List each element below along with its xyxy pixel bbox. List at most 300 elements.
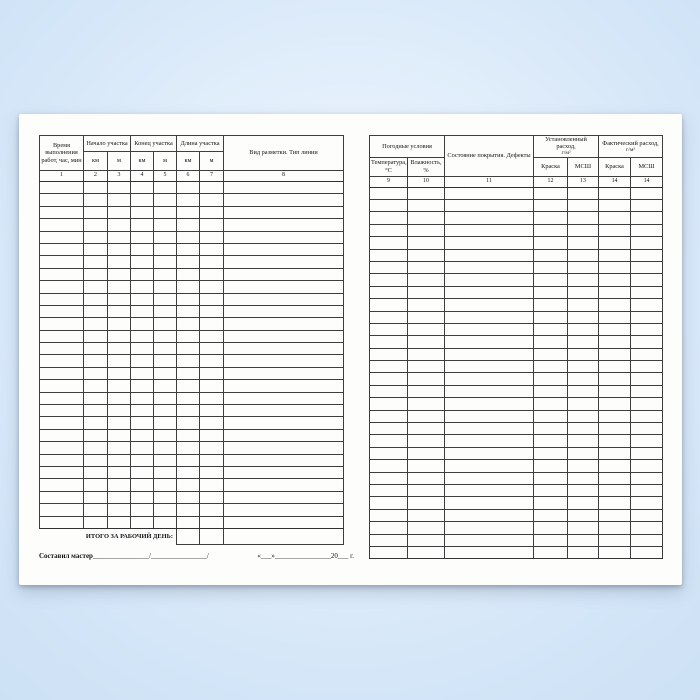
empty-cell [200, 355, 224, 367]
table-row [40, 256, 344, 268]
empty-cell [534, 224, 568, 236]
table-row [40, 367, 344, 379]
header-actual-label: Фактический расход, [602, 139, 659, 147]
column-number: 1 [40, 171, 84, 182]
empty-cell [177, 293, 200, 305]
table-row [370, 261, 663, 273]
empty-cell [599, 274, 631, 286]
empty-cell [108, 206, 131, 218]
empty-cell [631, 361, 663, 373]
empty-cell [131, 281, 154, 293]
empty-cell [445, 534, 534, 546]
table-row [40, 466, 344, 478]
empty-cell [568, 385, 599, 397]
empty-cell [154, 504, 177, 516]
empty-cell [224, 243, 344, 255]
right-table-body [370, 187, 663, 559]
empty-cell [408, 187, 445, 199]
table-row [370, 398, 663, 410]
empty-cell [408, 336, 445, 348]
empty-cell [534, 497, 568, 509]
empty-cell [224, 442, 344, 454]
empty-cell [631, 237, 663, 249]
empty-cell [224, 479, 344, 491]
empty-cell [631, 249, 663, 261]
empty-cell [108, 281, 131, 293]
empty-cell [154, 243, 177, 255]
date-blank: «___»________________20___ г. [257, 552, 354, 560]
empty-cell [445, 423, 534, 435]
empty-cell [370, 435, 408, 447]
empty-cell [631, 274, 663, 286]
header-weather: Погодные условия [370, 136, 445, 158]
empty-cell [84, 429, 108, 441]
empty-cell [445, 484, 534, 496]
column-number: 11 [445, 176, 534, 187]
empty-cell [108, 417, 131, 429]
table-row [40, 454, 344, 466]
empty-cell [568, 509, 599, 521]
empty-cell [445, 336, 534, 348]
empty-cell [408, 373, 445, 385]
empty-cell [631, 261, 663, 273]
empty-cell [177, 429, 200, 441]
table-row [370, 410, 663, 422]
empty-cell [599, 447, 631, 459]
empty-cell [224, 466, 344, 478]
totals-length-km-cell [177, 528, 200, 544]
empty-cell [445, 373, 534, 385]
empty-cell [154, 268, 177, 280]
empty-cell [631, 311, 663, 323]
empty-cell [177, 194, 200, 206]
empty-cell [177, 516, 200, 528]
empty-cell [370, 373, 408, 385]
table-row [370, 200, 663, 212]
empty-cell [131, 256, 154, 268]
empty-cell [445, 274, 534, 286]
header-msh: МСШ [568, 157, 599, 176]
empty-cell [568, 311, 599, 323]
column-number: 7 [200, 171, 224, 182]
empty-cell [534, 472, 568, 484]
left-table-body [40, 182, 344, 529]
empty-cell [445, 509, 534, 521]
empty-cell [177, 405, 200, 417]
empty-cell [408, 398, 445, 410]
table-row [370, 484, 663, 496]
empty-cell [154, 392, 177, 404]
empty-cell [200, 219, 224, 231]
table-row [370, 497, 663, 509]
empty-cell [40, 231, 84, 243]
empty-cell [200, 429, 224, 441]
table-row [40, 343, 344, 355]
empty-cell [224, 305, 344, 317]
header-msh: МСШ [631, 157, 663, 176]
empty-cell [568, 472, 599, 484]
empty-cell [84, 343, 108, 355]
empty-cell [445, 385, 534, 397]
empty-cell [131, 504, 154, 516]
empty-cell [408, 460, 445, 472]
table-row [370, 286, 663, 298]
empty-cell [177, 417, 200, 429]
empty-cell [131, 219, 154, 231]
column-number: 12 [534, 176, 568, 187]
empty-cell [370, 212, 408, 224]
empty-cell [599, 311, 631, 323]
empty-cell [84, 466, 108, 478]
empty-cell [631, 497, 663, 509]
empty-cell [599, 323, 631, 335]
empty-cell [599, 348, 631, 360]
empty-cell [631, 348, 663, 360]
column-number: 5 [154, 171, 177, 182]
table-row [370, 472, 663, 484]
empty-cell [370, 249, 408, 261]
empty-cell [534, 373, 568, 385]
empty-cell [408, 385, 445, 397]
column-number: 2 [84, 171, 108, 182]
empty-cell [200, 231, 224, 243]
empty-cell [154, 466, 177, 478]
empty-cell [568, 336, 599, 348]
empty-cell [40, 281, 84, 293]
empty-cell [370, 546, 408, 558]
empty-cell [224, 318, 344, 330]
empty-cell [408, 484, 445, 496]
empty-cell [40, 243, 84, 255]
empty-cell [534, 286, 568, 298]
column-number: 10 [408, 176, 445, 187]
empty-cell [177, 219, 200, 231]
empty-cell [131, 330, 154, 342]
empty-cell [445, 460, 534, 472]
table-row [40, 516, 344, 528]
empty-cell [177, 281, 200, 293]
empty-cell [84, 194, 108, 206]
empty-cell [370, 497, 408, 509]
table-row [40, 305, 344, 317]
empty-cell [200, 466, 224, 478]
table-row [40, 491, 344, 503]
table-row [40, 318, 344, 330]
empty-cell [84, 330, 108, 342]
table-row [370, 373, 663, 385]
empty-cell [568, 546, 599, 558]
empty-cell [40, 293, 84, 305]
empty-cell [177, 206, 200, 218]
empty-cell [534, 385, 568, 397]
table-row [40, 392, 344, 404]
empty-cell [224, 256, 344, 268]
empty-cell [445, 323, 534, 335]
header-m: м [200, 152, 224, 171]
table-row [370, 274, 663, 286]
column-number: 14 [631, 176, 663, 187]
empty-cell [200, 256, 224, 268]
empty-cell [40, 504, 84, 516]
empty-cell [370, 509, 408, 521]
table-row [40, 405, 344, 417]
empty-cell [200, 243, 224, 255]
empty-cell [599, 460, 631, 472]
empty-cell [84, 479, 108, 491]
empty-cell [131, 182, 154, 194]
empty-cell [370, 398, 408, 410]
empty-cell [370, 534, 408, 546]
empty-cell [534, 200, 568, 212]
empty-cell [177, 392, 200, 404]
empty-cell [224, 380, 344, 392]
table-row [40, 442, 344, 454]
empty-cell [370, 274, 408, 286]
empty-cell [40, 442, 84, 454]
empty-cell [40, 479, 84, 491]
empty-cell [108, 343, 131, 355]
empty-cell [445, 237, 534, 249]
empty-cell [568, 224, 599, 236]
empty-cell [445, 261, 534, 273]
empty-cell [370, 522, 408, 534]
empty-cell [154, 343, 177, 355]
empty-cell [445, 522, 534, 534]
empty-cell [131, 355, 154, 367]
empty-cell [224, 206, 344, 218]
empty-cell [599, 472, 631, 484]
table-row [370, 311, 663, 323]
column-number: 13 [568, 176, 599, 187]
empty-cell [534, 435, 568, 447]
empty-cell [177, 256, 200, 268]
empty-cell [131, 392, 154, 404]
empty-cell [445, 447, 534, 459]
empty-cell [108, 454, 131, 466]
empty-cell [131, 491, 154, 503]
header-work-time: Время выполнения работ, час, мин [40, 136, 84, 171]
empty-cell [534, 274, 568, 286]
empty-cell [40, 429, 84, 441]
empty-cell [408, 423, 445, 435]
empty-cell [631, 224, 663, 236]
right-table [369, 135, 663, 559]
empty-cell [370, 299, 408, 311]
empty-cell [84, 268, 108, 280]
empty-cell [40, 516, 84, 528]
empty-cell [154, 417, 177, 429]
empty-cell [599, 410, 631, 422]
empty-cell [131, 442, 154, 454]
empty-cell [370, 336, 408, 348]
empty-cell [599, 497, 631, 509]
left-table [39, 135, 344, 545]
empty-cell [84, 367, 108, 379]
empty-cell [568, 274, 599, 286]
empty-cell [568, 237, 599, 249]
empty-cell [177, 343, 200, 355]
empty-cell [40, 454, 84, 466]
table-row [370, 212, 663, 224]
empty-cell [370, 472, 408, 484]
empty-cell [84, 256, 108, 268]
empty-cell [224, 182, 344, 194]
empty-cell [534, 410, 568, 422]
empty-cell [370, 460, 408, 472]
empty-cell [84, 293, 108, 305]
header-surface-condition: Состояние покрытия. Дефекты [445, 136, 534, 177]
empty-cell [154, 442, 177, 454]
empty-cell [599, 249, 631, 261]
empty-cell [631, 447, 663, 459]
empty-cell [131, 318, 154, 330]
empty-cell [108, 243, 131, 255]
table-row [40, 429, 344, 441]
empty-cell [534, 261, 568, 273]
signature-blanks: ________________/________________/ [92, 552, 209, 560]
empty-cell [177, 380, 200, 392]
table-row [40, 231, 344, 243]
empty-cell [568, 299, 599, 311]
empty-cell [40, 367, 84, 379]
empty-cell [568, 522, 599, 534]
empty-cell [599, 187, 631, 199]
table-row [370, 460, 663, 472]
empty-cell [177, 305, 200, 317]
empty-cell [631, 373, 663, 385]
empty-cell [154, 231, 177, 243]
empty-cell [131, 405, 154, 417]
empty-cell [408, 261, 445, 273]
empty-cell [599, 522, 631, 534]
table-row [40, 268, 344, 280]
empty-cell [40, 466, 84, 478]
table-row [40, 281, 344, 293]
table-row [370, 534, 663, 546]
empty-cell [154, 479, 177, 491]
empty-cell [408, 299, 445, 311]
header-established-unit: г/м² [561, 150, 571, 157]
empty-cell [631, 509, 663, 521]
header-actual-consumption [599, 136, 663, 158]
empty-cell [631, 398, 663, 410]
header-paint: Краска [599, 157, 631, 176]
empty-cell [370, 224, 408, 236]
column-number: 8 [224, 171, 344, 182]
empty-cell [534, 348, 568, 360]
empty-cell [131, 380, 154, 392]
empty-cell [84, 305, 108, 317]
empty-cell [631, 385, 663, 397]
totals-marking-cell [224, 528, 344, 544]
empty-cell [408, 323, 445, 335]
empty-cell [534, 187, 568, 199]
empty-cell [599, 200, 631, 212]
empty-cell [445, 224, 534, 236]
empty-cell [84, 392, 108, 404]
empty-cell [445, 435, 534, 447]
empty-cell [154, 491, 177, 503]
empty-cell [224, 293, 344, 305]
empty-cell [84, 504, 108, 516]
empty-cell [370, 261, 408, 273]
empty-cell [370, 423, 408, 435]
empty-cell [224, 504, 344, 516]
empty-cell [200, 454, 224, 466]
table-row [370, 423, 663, 435]
column-number: 4 [131, 171, 154, 182]
empty-cell [154, 367, 177, 379]
empty-cell [445, 299, 534, 311]
empty-cell [108, 504, 131, 516]
table-row [370, 348, 663, 360]
empty-cell [568, 323, 599, 335]
empty-cell [445, 361, 534, 373]
empty-cell [40, 182, 84, 194]
signature-line [39, 552, 354, 560]
empty-cell [108, 305, 131, 317]
empty-cell [445, 497, 534, 509]
empty-cell [568, 348, 599, 360]
empty-cell [84, 454, 108, 466]
empty-cell [370, 385, 408, 397]
empty-cell [200, 206, 224, 218]
empty-cell [408, 534, 445, 546]
empty-cell [40, 355, 84, 367]
empty-cell [599, 299, 631, 311]
empty-cell [370, 361, 408, 373]
empty-cell [177, 243, 200, 255]
empty-cell [631, 323, 663, 335]
empty-cell [40, 305, 84, 317]
empty-cell [534, 398, 568, 410]
empty-cell [200, 417, 224, 429]
empty-cell [408, 472, 445, 484]
empty-cell [84, 182, 108, 194]
empty-cell [568, 249, 599, 261]
empty-cell [370, 237, 408, 249]
empty-cell [40, 380, 84, 392]
table-row [40, 330, 344, 342]
empty-cell [40, 343, 84, 355]
empty-cell [370, 323, 408, 335]
empty-cell [200, 343, 224, 355]
empty-cell [534, 212, 568, 224]
empty-cell [84, 355, 108, 367]
empty-cell [200, 442, 224, 454]
empty-cell [108, 256, 131, 268]
empty-cell [370, 348, 408, 360]
empty-cell [370, 286, 408, 298]
table-row [370, 224, 663, 236]
empty-cell [177, 355, 200, 367]
empty-cell [224, 355, 344, 367]
empty-cell [631, 200, 663, 212]
empty-cell [631, 212, 663, 224]
table-row [370, 447, 663, 459]
empty-cell [131, 194, 154, 206]
table-row [40, 417, 344, 429]
empty-cell [408, 200, 445, 212]
empty-cell [154, 182, 177, 194]
header-temperature: Температура, °С [370, 157, 408, 176]
empty-cell [599, 212, 631, 224]
empty-cell [534, 336, 568, 348]
table-row [370, 249, 663, 261]
table-row [370, 336, 663, 348]
empty-cell [408, 348, 445, 360]
table-row [40, 243, 344, 255]
